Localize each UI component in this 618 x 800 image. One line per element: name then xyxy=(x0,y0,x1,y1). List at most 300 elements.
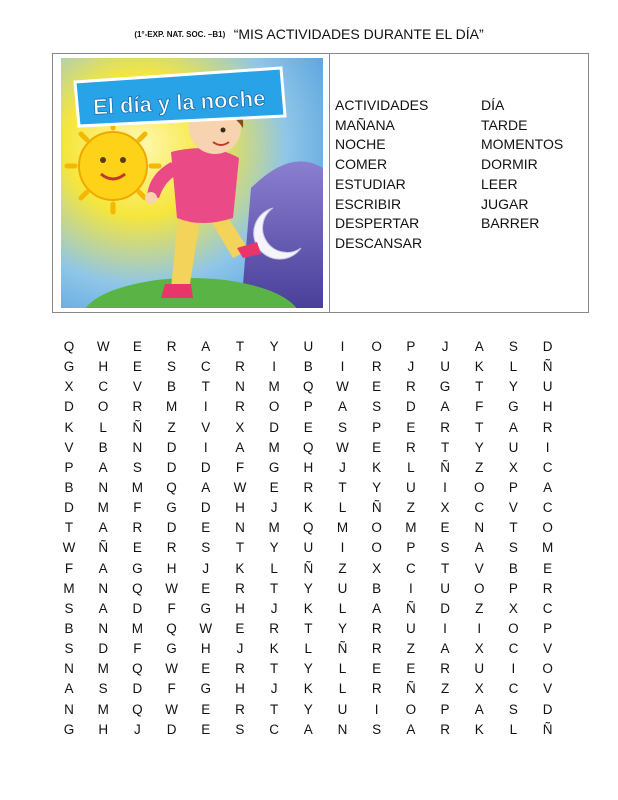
grid-letter[interactable]: S xyxy=(235,721,245,737)
grid-letter[interactable]: I xyxy=(203,399,208,415)
grid-letter[interactable]: D xyxy=(166,721,177,737)
grid-letter[interactable]: P xyxy=(440,701,450,717)
grid-letter[interactable]: M xyxy=(97,500,109,516)
grid-letter[interactable]: L xyxy=(338,681,347,697)
grid-letter[interactable]: O xyxy=(371,540,382,556)
grid-letter[interactable]: L xyxy=(509,721,518,737)
grid-letter[interactable]: N xyxy=(132,439,143,455)
grid-letter[interactable]: H xyxy=(235,500,245,516)
grid-letter[interactable]: U xyxy=(474,661,485,677)
grid-letter[interactable]: F xyxy=(475,399,484,415)
grid-letter[interactable]: L xyxy=(509,359,518,375)
grid-letter[interactable]: L xyxy=(99,419,107,435)
grid-letter[interactable]: I xyxy=(340,339,345,354)
grid-letter[interactable]: Y xyxy=(474,439,484,455)
grid-letter[interactable]: I xyxy=(443,479,447,495)
grid-letter[interactable]: E xyxy=(201,520,211,536)
grid-letter[interactable]: A xyxy=(98,459,108,475)
grid-letter[interactable]: F xyxy=(133,641,142,657)
grid-letter[interactable]: H xyxy=(166,560,177,576)
grid-letter[interactable]: V xyxy=(508,500,518,516)
grid-letter[interactable]: R xyxy=(235,359,245,375)
grid-letter[interactable]: T xyxy=(235,339,245,354)
grid-letter[interactable]: X xyxy=(372,560,382,576)
grid-letter[interactable]: R xyxy=(235,580,245,596)
grid-letter[interactable]: I xyxy=(545,439,550,455)
grid-letter[interactable]: E xyxy=(201,721,211,737)
grid-letter[interactable]: C xyxy=(542,600,553,616)
grid-letter[interactable]: K xyxy=(303,600,313,616)
grid-letter[interactable]: W xyxy=(233,479,247,495)
grid-letter[interactable]: K xyxy=(474,721,484,737)
grid-letter[interactable]: U xyxy=(440,580,450,596)
grid-letter[interactable]: U xyxy=(440,359,450,375)
grid-letter[interactable]: F xyxy=(167,600,176,616)
grid-letter[interactable]: D xyxy=(64,399,74,415)
grid-letter[interactable]: H xyxy=(235,600,245,616)
grid-letter[interactable]: T xyxy=(201,379,210,395)
grid-letter[interactable]: D xyxy=(166,520,177,536)
grid-letter[interactable]: Y xyxy=(303,701,313,717)
grid-letter[interactable]: E xyxy=(132,339,142,354)
grid-letter[interactable]: A xyxy=(406,721,416,737)
grid-letter[interactable]: Y xyxy=(337,620,347,636)
grid-letter[interactable]: I xyxy=(340,359,345,375)
grid-letter[interactable]: Q xyxy=(303,439,314,455)
grid-letter[interactable]: R xyxy=(132,520,143,536)
grid-letter[interactable]: Q xyxy=(303,379,314,395)
grid-letter[interactable]: O xyxy=(97,399,109,415)
grid-letter[interactable]: F xyxy=(235,459,245,475)
grid-letter[interactable]: Z xyxy=(475,600,484,616)
grid-letter[interactable]: O xyxy=(473,580,485,596)
grid-letter[interactable]: C xyxy=(542,500,553,516)
grid-letter[interactable]: D xyxy=(269,419,279,435)
grid-letter[interactable]: A xyxy=(372,600,382,616)
grid-letter[interactable]: Z xyxy=(406,641,415,657)
grid-letter[interactable]: I xyxy=(272,359,276,375)
grid-letter[interactable]: P xyxy=(372,419,382,435)
grid-letter[interactable]: W xyxy=(96,339,110,354)
grid-letter[interactable]: Ñ xyxy=(132,419,143,435)
grid-letter[interactable]: E xyxy=(372,661,382,677)
grid-letter[interactable]: R xyxy=(542,419,553,435)
grid-letter[interactable]: N xyxy=(474,520,485,536)
grid-letter[interactable]: J xyxy=(270,500,278,516)
grid-letter[interactable]: P xyxy=(406,540,416,556)
grid-letter[interactable]: F xyxy=(167,681,176,697)
grid-letter[interactable]: T xyxy=(338,479,347,495)
grid-letter[interactable]: J xyxy=(407,359,415,375)
grid-letter[interactable]: U xyxy=(303,540,314,556)
grid-letter[interactable]: X xyxy=(474,641,484,657)
grid-letter[interactable]: Ñ xyxy=(542,359,553,375)
grid-letter[interactable]: I xyxy=(443,620,447,636)
grid-letter[interactable]: T xyxy=(509,520,518,536)
grid-letter[interactable]: B xyxy=(98,439,108,455)
grid-letter[interactable]: O xyxy=(542,520,553,536)
grid-letter[interactable]: C xyxy=(98,379,109,395)
grid-letter[interactable]: O xyxy=(371,339,382,354)
grid-letter[interactable]: V xyxy=(543,641,553,657)
grid-letter[interactable]: S xyxy=(372,399,382,415)
grid-letter[interactable]: N xyxy=(337,721,348,737)
grid-letter[interactable]: T xyxy=(270,580,279,596)
grid-letter[interactable]: M xyxy=(131,479,143,495)
grid-letter[interactable]: Q xyxy=(132,701,143,717)
grid-letter[interactable]: N xyxy=(98,620,109,636)
grid-letter[interactable]: L xyxy=(304,641,313,657)
grid-letter[interactable]: W xyxy=(336,439,349,455)
grid-letter[interactable]: A xyxy=(98,520,108,536)
grid-letter[interactable]: Ñ xyxy=(98,540,109,556)
grid-letter[interactable]: J xyxy=(236,641,244,657)
grid-letter[interactable]: Ñ xyxy=(337,641,348,657)
grid-letter[interactable]: K xyxy=(235,560,245,576)
grid-letter[interactable]: N xyxy=(64,701,74,717)
grid-letter[interactable]: Y xyxy=(303,580,313,596)
grid-letter[interactable]: E xyxy=(201,580,211,596)
grid-letter[interactable]: U xyxy=(337,701,348,717)
grid-letter[interactable]: N xyxy=(64,661,74,677)
grid-letter[interactable]: M xyxy=(97,661,109,677)
grid-letter[interactable]: A xyxy=(474,540,484,556)
grid-letter[interactable]: L xyxy=(338,600,347,616)
grid-letter[interactable]: Z xyxy=(338,560,347,576)
grid-letter[interactable]: Y xyxy=(269,540,279,556)
grid-letter[interactable]: U xyxy=(303,339,314,354)
grid-letter[interactable]: X xyxy=(508,600,518,616)
grid-letter[interactable]: G xyxy=(439,379,451,395)
grid-letter[interactable]: S xyxy=(167,359,177,375)
grid-letter[interactable]: D xyxy=(98,641,109,657)
grid-letter[interactable]: U xyxy=(542,379,553,395)
grid-letter[interactable]: M xyxy=(268,439,280,455)
grid-letter[interactable]: K xyxy=(474,359,484,375)
grid-letter[interactable]: C xyxy=(269,721,279,737)
grid-letter[interactable]: G xyxy=(63,359,75,375)
grid-letter[interactable]: R xyxy=(542,580,553,596)
grid-letter[interactable]: I xyxy=(511,661,516,677)
grid-letter[interactable]: P xyxy=(64,459,74,475)
grid-letter[interactable]: S xyxy=(201,540,211,556)
grid-letter[interactable]: O xyxy=(542,661,553,677)
grid-letter[interactable]: Z xyxy=(475,459,484,475)
grid-letter[interactable]: Y xyxy=(508,379,518,395)
grid-letter[interactable]: X xyxy=(474,681,484,697)
grid-letter[interactable]: D xyxy=(440,600,450,616)
grid-letter[interactable]: E xyxy=(132,540,142,556)
grid-letter[interactable]: R xyxy=(371,620,382,636)
grid-letter[interactable]: Y xyxy=(303,661,313,677)
grid-letter[interactable]: D xyxy=(200,500,211,516)
grid-letter[interactable]: S xyxy=(64,641,74,657)
grid-letter[interactable]: J xyxy=(270,600,278,616)
grid-letter[interactable]: H xyxy=(235,681,245,697)
grid-letter[interactable]: O xyxy=(405,701,417,717)
grid-letter[interactable]: G xyxy=(132,560,143,576)
grid-letter[interactable]: A xyxy=(543,479,553,495)
grid-letter[interactable]: R xyxy=(371,641,382,657)
grid-letter[interactable]: Ñ xyxy=(371,500,382,516)
grid-letter[interactable]: I xyxy=(203,439,208,455)
grid-letter[interactable]: G xyxy=(200,681,211,697)
grid-letter[interactable]: S xyxy=(337,419,347,435)
grid-letter[interactable]: Ñ xyxy=(303,560,314,576)
grid-letter[interactable]: B xyxy=(64,620,74,636)
grid-letter[interactable]: S xyxy=(508,339,518,354)
grid-letter[interactable]: E xyxy=(406,419,416,435)
grid-letter[interactable]: D xyxy=(542,339,553,354)
grid-letter[interactable]: T xyxy=(440,560,450,576)
grid-letter[interactable]: J xyxy=(441,339,449,354)
grid-letter[interactable]: Ñ xyxy=(406,681,416,697)
grid-letter[interactable]: J xyxy=(270,681,278,697)
grid-letter[interactable]: O xyxy=(268,399,280,415)
grid-letter[interactable]: V xyxy=(132,379,142,395)
grid-letter[interactable]: A xyxy=(201,339,211,354)
grid-letter[interactable]: E xyxy=(303,419,313,435)
grid-letter[interactable]: A xyxy=(303,721,313,737)
grid-letter[interactable]: X xyxy=(440,500,450,516)
grid-letter[interactable]: Ñ xyxy=(542,721,553,737)
grid-letter[interactable]: E xyxy=(201,701,211,717)
grid-letter[interactable]: S xyxy=(508,701,518,717)
grid-letter[interactable]: Q xyxy=(166,479,177,495)
grid-letter[interactable]: T xyxy=(64,520,74,536)
grid-letter[interactable]: W xyxy=(336,379,349,395)
grid-letter[interactable]: R xyxy=(440,721,450,737)
grid-letter[interactable]: M xyxy=(131,620,143,636)
grid-letter[interactable]: R xyxy=(166,339,177,354)
grid-letter[interactable]: G xyxy=(166,500,177,516)
grid-letter[interactable]: C xyxy=(200,359,211,375)
grid-letter[interactable]: C xyxy=(406,560,416,576)
grid-letter[interactable]: K xyxy=(303,681,313,697)
grid-letter[interactable]: O xyxy=(371,520,382,536)
grid-letter[interactable]: R xyxy=(235,399,245,415)
grid-letter[interactable]: T xyxy=(235,540,245,556)
grid-letter[interactable]: K xyxy=(372,459,382,475)
grid-letter[interactable]: S xyxy=(508,540,518,556)
grid-letter[interactable]: Ñ xyxy=(406,600,416,616)
grid-letter[interactable]: P xyxy=(543,620,553,636)
grid-letter[interactable]: M xyxy=(336,520,349,536)
grid-letter[interactable]: R xyxy=(269,620,279,636)
grid-letter[interactable]: E xyxy=(235,620,245,636)
grid-letter[interactable]: W xyxy=(199,620,213,636)
grid-letter[interactable]: E xyxy=(372,439,382,455)
grid-letter[interactable]: R xyxy=(406,439,416,455)
grid-letter[interactable]: R xyxy=(235,661,245,677)
grid-letter[interactable]: N xyxy=(235,379,245,395)
grid-letter[interactable]: Z xyxy=(440,681,450,697)
grid-letter[interactable]: R xyxy=(303,479,314,495)
grid-letter[interactable]: E xyxy=(132,359,142,375)
grid-letter[interactable]: U xyxy=(337,580,348,596)
grid-letter[interactable]: L xyxy=(270,560,278,576)
grid-letter[interactable]: X xyxy=(64,379,74,395)
grid-letter[interactable]: G xyxy=(200,600,211,616)
grid-letter[interactable]: E xyxy=(406,661,416,677)
grid-letter[interactable]: A xyxy=(235,439,245,455)
grid-letter[interactable]: E xyxy=(440,520,450,536)
grid-letter[interactable]: A xyxy=(508,419,518,435)
grid-letter[interactable]: G xyxy=(268,459,280,475)
grid-letter[interactable]: Ñ xyxy=(440,459,450,475)
grid-letter[interactable]: K xyxy=(269,641,279,657)
grid-letter[interactable]: D xyxy=(200,459,211,475)
grid-letter[interactable]: H xyxy=(98,359,109,375)
grid-letter[interactable]: D xyxy=(542,701,553,717)
grid-letter[interactable]: F xyxy=(64,560,74,576)
grid-letter[interactable]: Q xyxy=(132,580,143,596)
grid-letter[interactable]: D xyxy=(132,600,143,616)
grid-letter[interactable]: R xyxy=(406,379,416,395)
grid-letter[interactable]: O xyxy=(473,479,485,495)
grid-letter[interactable]: Y xyxy=(269,339,279,354)
grid-letter[interactable]: T xyxy=(270,701,279,717)
grid-letter[interactable]: S xyxy=(64,600,74,616)
grid-letter[interactable]: B xyxy=(167,379,177,395)
grid-letter[interactable]: C xyxy=(474,500,485,516)
grid-letter[interactable]: R xyxy=(440,419,450,435)
grid-letter[interactable]: E xyxy=(201,661,211,677)
grid-letter[interactable]: E xyxy=(543,560,553,576)
grid-letter[interactable]: D xyxy=(406,399,416,415)
grid-letter[interactable]: Q xyxy=(166,620,177,636)
grid-letter[interactable]: R xyxy=(440,661,450,677)
grid-letter[interactable]: K xyxy=(64,419,74,435)
grid-letter[interactable]: P xyxy=(406,339,416,354)
grid-letter[interactable]: W xyxy=(165,580,178,596)
grid-letter[interactable]: Z xyxy=(167,419,176,435)
grid-letter[interactable]: A xyxy=(98,560,108,576)
grid-letter[interactable]: A xyxy=(474,701,484,717)
grid-letter[interactable]: M xyxy=(268,379,280,395)
grid-letter[interactable]: V xyxy=(474,560,484,576)
grid-letter[interactable]: L xyxy=(338,661,347,677)
grid-letter[interactable]: H xyxy=(303,459,314,475)
grid-letter[interactable]: K xyxy=(303,500,313,516)
grid-letter[interactable]: C xyxy=(508,641,519,657)
grid-letter[interactable]: T xyxy=(440,439,450,455)
grid-letter[interactable]: R xyxy=(166,540,177,556)
grid-letter[interactable]: V xyxy=(543,681,553,697)
grid-letter[interactable]: N xyxy=(235,520,245,536)
grid-letter[interactable]: M xyxy=(542,540,554,556)
grid-letter[interactable]: M xyxy=(63,580,75,596)
grid-letter[interactable]: G xyxy=(63,721,75,737)
grid-letter[interactable]: S xyxy=(440,540,450,556)
grid-letter[interactable]: M xyxy=(165,399,178,415)
grid-letter[interactable]: Q xyxy=(303,520,314,536)
grid-letter[interactable]: C xyxy=(542,459,553,475)
grid-letter[interactable]: D xyxy=(132,681,143,697)
grid-letter[interactable]: S xyxy=(372,721,382,737)
grid-letter[interactable]: T xyxy=(475,419,484,435)
grid-letter[interactable]: J xyxy=(134,721,141,737)
grid-letter[interactable]: A xyxy=(440,399,450,415)
grid-letter[interactable]: O xyxy=(508,620,519,636)
grid-letter[interactable]: P xyxy=(508,479,518,495)
grid-letter[interactable]: H xyxy=(98,721,109,737)
grid-letter[interactable]: A xyxy=(337,399,347,415)
grid-letter[interactable]: R xyxy=(132,399,143,415)
grid-letter[interactable]: D xyxy=(166,439,177,455)
grid-letter[interactable]: N xyxy=(98,479,109,495)
grid-letter[interactable]: U xyxy=(406,479,416,495)
grid-letter[interactable]: T xyxy=(304,620,313,636)
grid-letter[interactable]: R xyxy=(371,359,382,375)
grid-letter[interactable]: V xyxy=(201,419,211,435)
grid-letter[interactable]: U xyxy=(406,620,416,636)
grid-letter[interactable]: I xyxy=(374,701,379,717)
grid-letter[interactable]: A xyxy=(440,641,450,657)
grid-letter[interactable]: F xyxy=(133,500,142,516)
grid-letter[interactable]: Y xyxy=(372,479,382,495)
grid-letter[interactable]: R xyxy=(371,681,382,697)
grid-letter[interactable]: T xyxy=(270,661,279,677)
grid-letter[interactable]: A xyxy=(474,339,484,354)
grid-letter[interactable]: V xyxy=(64,439,74,455)
grid-letter[interactable]: E xyxy=(372,379,382,395)
grid-letter[interactable]: A xyxy=(201,479,211,495)
grid-letter[interactable]: H xyxy=(542,399,553,415)
grid-letter[interactable]: Q xyxy=(63,339,75,354)
grid-letter[interactable]: J xyxy=(202,560,210,576)
grid-letter[interactable]: P xyxy=(508,580,518,596)
grid-letter[interactable]: W xyxy=(165,661,178,677)
grid-letter[interactable]: P xyxy=(303,399,313,415)
grid-letter[interactable]: A xyxy=(64,681,74,697)
grid-letter[interactable]: W xyxy=(62,540,76,556)
grid-letter[interactable]: N xyxy=(98,580,109,596)
grid-letter[interactable]: X xyxy=(235,419,245,435)
grid-letter[interactable]: L xyxy=(407,459,415,475)
grid-letter[interactable]: C xyxy=(508,681,519,697)
grid-letter[interactable]: R xyxy=(235,701,245,717)
grid-letter[interactable]: U xyxy=(508,439,519,455)
grid-letter[interactable]: B xyxy=(303,359,313,375)
grid-letter[interactable]: G xyxy=(508,399,519,415)
grid-letter[interactable]: L xyxy=(338,500,347,516)
grid-letter[interactable]: I xyxy=(408,580,413,596)
grid-letter[interactable]: M xyxy=(405,520,417,536)
grid-letter[interactable]: S xyxy=(98,681,108,697)
grid-letter[interactable]: B xyxy=(64,479,74,495)
grid-letter[interactable]: B xyxy=(508,560,518,576)
grid-letter[interactable]: D xyxy=(64,500,74,516)
grid-letter[interactable]: E xyxy=(269,479,279,495)
grid-letter[interactable]: T xyxy=(475,379,484,395)
grid-letter[interactable]: G xyxy=(166,641,177,657)
grid-letter[interactable]: Q xyxy=(132,661,143,677)
grid-letter[interactable]: D xyxy=(166,459,177,475)
grid-letter[interactable]: J xyxy=(339,459,346,475)
grid-letter[interactable]: I xyxy=(340,540,345,556)
grid-letter[interactable]: W xyxy=(165,701,178,717)
grid-letter[interactable]: S xyxy=(132,459,142,475)
grid-letter[interactable]: M xyxy=(268,520,280,536)
grid-letter[interactable]: I xyxy=(477,620,482,636)
grid-letter[interactable]: B xyxy=(372,580,382,596)
grid-letter[interactable]: M xyxy=(97,701,109,717)
grid-letter[interactable]: X xyxy=(508,459,518,475)
grid-letter[interactable]: Z xyxy=(406,500,415,516)
grid-letter[interactable]: A xyxy=(98,600,108,616)
grid-letter[interactable]: H xyxy=(200,641,211,657)
